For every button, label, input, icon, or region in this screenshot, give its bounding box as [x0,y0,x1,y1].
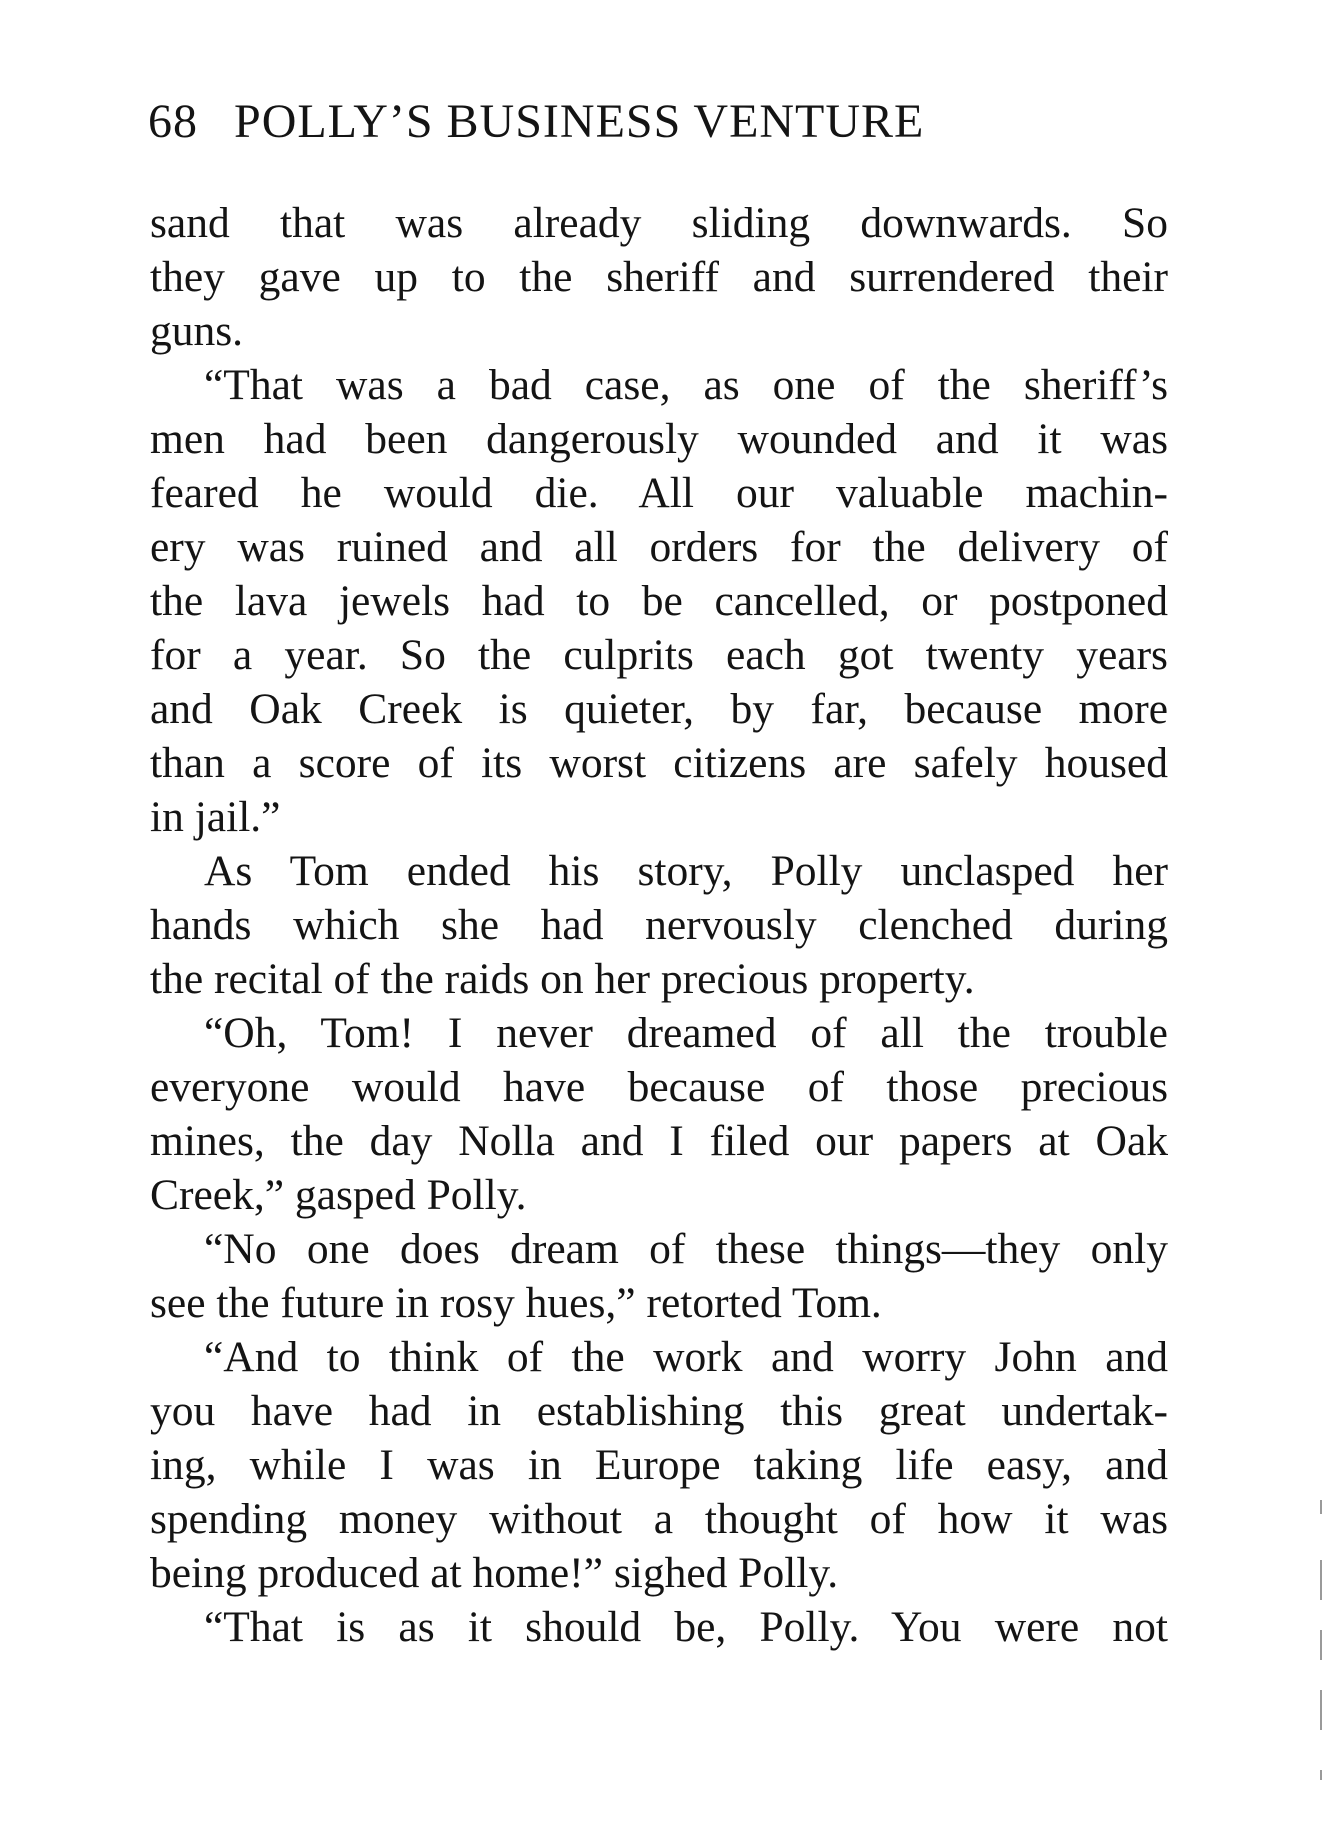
text-line: “No one does dream of these things—they only [204,1225,1168,1273]
text-line: the lava jewels had to be cancelled, or postponed [150,577,1168,625]
text-line: “That was a bad case, as one of the sheriff’s [204,361,1168,409]
text-line: being produced at home!” sighed Polly. [150,1549,839,1597]
text-line: “Oh, Tom! I never dreamed of all the trouble [204,1009,1168,1057]
text-line: everyone would have because of those precious [150,1063,1168,1111]
text-line: feared he would die. All our valuable machin- [150,469,1168,517]
text-line: As Tom ended his story, Polly unclasped her [204,847,1168,895]
text-line: mines, the day Nolla and I filed our papers at Oak [150,1117,1168,1165]
text-line: you have had in establishing this great undertak- [150,1387,1168,1435]
text-line: see the future in rosy hues,” retorted Tom. [150,1279,882,1327]
text-line: guns. [150,307,244,355]
text-line: spending money without a thought of how it was [150,1495,1168,1543]
text-line: for a year. So the culprits each got twenty years [150,631,1168,679]
text-line: the recital of the raids on her precious property. [150,955,975,1003]
page-number: 68 [148,95,198,148]
text-line: “That is as it should be, Polly. You were not [204,1603,1168,1651]
text-line: ery was ruined and all orders for the delivery of [150,523,1168,571]
text-line: than a score of its worst citizens are safely housed [150,739,1168,787]
text-line: ing, while I was in Europe taking life easy, and [150,1441,1168,1489]
text-line: they gave up to the sheriff and surrendered their [150,253,1168,301]
text-line: Creek,” gasped Polly. [150,1171,527,1219]
text-line: hands which she had nervously clenched during [150,901,1168,949]
text-line: men had been dangerously wounded and it was [150,415,1168,463]
text-line: “And to think of the work and worry John and [204,1333,1168,1381]
running-title: POLLY’S BUSINESS VENTURE [234,95,925,148]
text-line: and Oak Creek is quieter, by far, because more [150,685,1168,733]
body-text [150,196,1168,1654]
text-line: in jail.” [150,793,281,841]
text-line: sand that was already sliding downwards. So [150,199,1168,247]
page-header [148,92,1168,152]
scan-edge-marks [1318,1500,1326,1800]
